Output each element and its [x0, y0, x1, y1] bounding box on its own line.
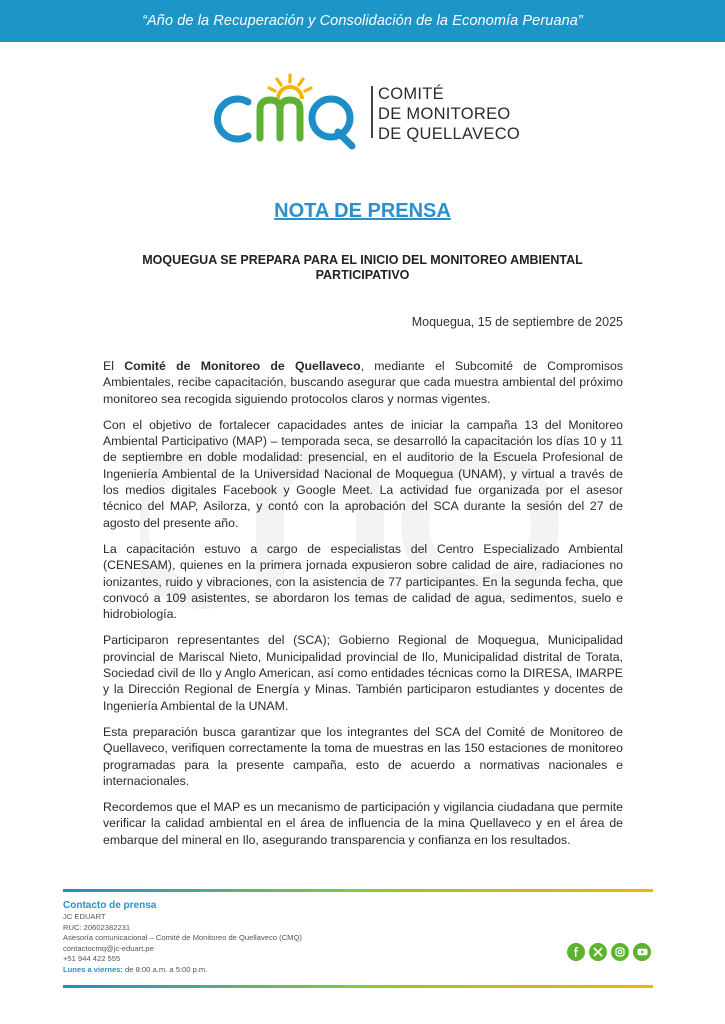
logo-line-3: DE QUELLAVECO [378, 125, 521, 143]
logo-line-1: COMITÉ [378, 85, 444, 103]
logo-line-2: DE MONITOREO [378, 105, 511, 123]
p1-rest: , mediante el Subcomité de Compromisos Ambientales, recibe capacitación, buscando asegurar que cada muestra ambiental del próximo monitoreo sea recogida siguiendo protocolos claros y normas vigentes. [103, 359, 623, 406]
paragraph-1 [103, 358, 623, 407]
banner-slogan: “Año de la Recuperación y Consolidación de la Economía Peruana” [142, 13, 583, 29]
contact-ruc: RUC: 20602382231 [63, 922, 131, 932]
press-release-title: NOTA DE PRENSA [274, 200, 451, 222]
contact-title: Contacto de prensa [63, 900, 157, 911]
logo-text [378, 84, 520, 144]
headline-line-1: MOQUEGUA SE PREPARA PARA EL INICIO DEL MONITOREO AMBIENTAL [142, 253, 583, 267]
contact-hours [63, 965, 302, 976]
paragraph-5: Esta preparación busca garantizar que los integrantes del SCA del Comité de Monitoreo de Quellaveco, verifiquen correctamente la toma de muestras en las 150 estaciones de monitoreo programadas para la presente campaña, esto de acuerdo a normativas nacionales e internacionales. [103, 724, 623, 788]
paragraph-2: Con el objetivo de fortalecer capacidades antes de iniciar la campaña 13 del Monitoreo Ambiental Participativo (MAP) – temporada seca, se desarrolló la capacitación los días 10 y 11 de septiembre en doble modalidad: presencial, en el auditorio de la Escuela Profesional de Ingeniería Ambiental de la Universidad Nacional de Moquegua (UNAM), y virtual a través de los medios digitales Facebook y Google Meet. La actividad fue organizada por el asesor técnico del MAP, Asilorza, y contó con la aprobación del SCA durante la sesión del 27 de agosto del presente año. [103, 417, 623, 530]
youtube-icon[interactable] [633, 943, 651, 961]
hours-value: de 8:00 a.m. a 5:00 p.m. [122, 964, 208, 974]
p1-start: El [103, 359, 125, 373]
article-body [103, 358, 623, 858]
contact-phone[interactable]: +51 944 422 555 [63, 954, 121, 964]
logo-divider [371, 86, 373, 138]
contact-company: JC EDUART [63, 912, 106, 921]
committee-name: Comité de Monitoreo de Quellaveco [124, 359, 361, 373]
social-links [567, 943, 651, 961]
footer-divider-bottom [63, 985, 653, 988]
press-headline [110, 253, 615, 283]
instagram-icon[interactable] [611, 943, 629, 961]
press-contact [63, 899, 302, 976]
top-banner [0, 0, 725, 42]
facebook-icon[interactable] [567, 943, 585, 961]
dateline: Moquegua, 15 de septiembre de 2025 [411, 315, 623, 329]
paragraph-4: Participaron representantes del (SCA); Gobierno Regional de Moquegua, Municipalidad provincial de Mariscal Nieto, Municipalidad provincial de Ilo, Municipalidad distrital de Torata, Sociedad civil de Ilo y Anglo American, así como entidades técnicas como la DIRESA, IMARPE y la Dirección Regional de Energía y Minas. También participaron estudiantes y docentes de Ingeniería Ambiental de la UNAM. [103, 633, 623, 713]
headline-line-2: PARTICIPATIVO [315, 268, 410, 282]
x-icon[interactable] [589, 943, 607, 961]
cmq-logo-mark [208, 72, 373, 152]
paragraph-6: Recordemos que el MAP es un mecanismo de participación y vigilancia ciudadana que permite verificar la calidad ambiental en el área de influencia de la mina Quellaveco y en el área de embarque del mineral en Ilo, asegurando transparencia y confianza en los resultados. [103, 800, 623, 847]
footer-divider-top [63, 889, 653, 892]
cmq-logo [208, 72, 538, 152]
contact-role: Asesoría comunicacional – Comité de Monitoreo de Quellaveco (CMQ) [63, 933, 302, 943]
hours-label: Lunes a viernes: [63, 964, 123, 974]
paragraph-3: La capacitación estuvo a cargo de especialistas del Centro Especializado Ambiental (CENESAM), quienes en la primera jornada expusieron sobre calidad de aire, radiaciones no ionizantes, ruido y vibraciones, con la asistencia de 77 participantes. En la segunda fecha, que convocó a 109 asistentes, se abordaron los temas de calidad de agua, sedimentos, suelo e hidrobiología. [103, 541, 623, 622]
contact-email[interactable]: contactocmq@jc-eduart.pe [63, 943, 154, 953]
